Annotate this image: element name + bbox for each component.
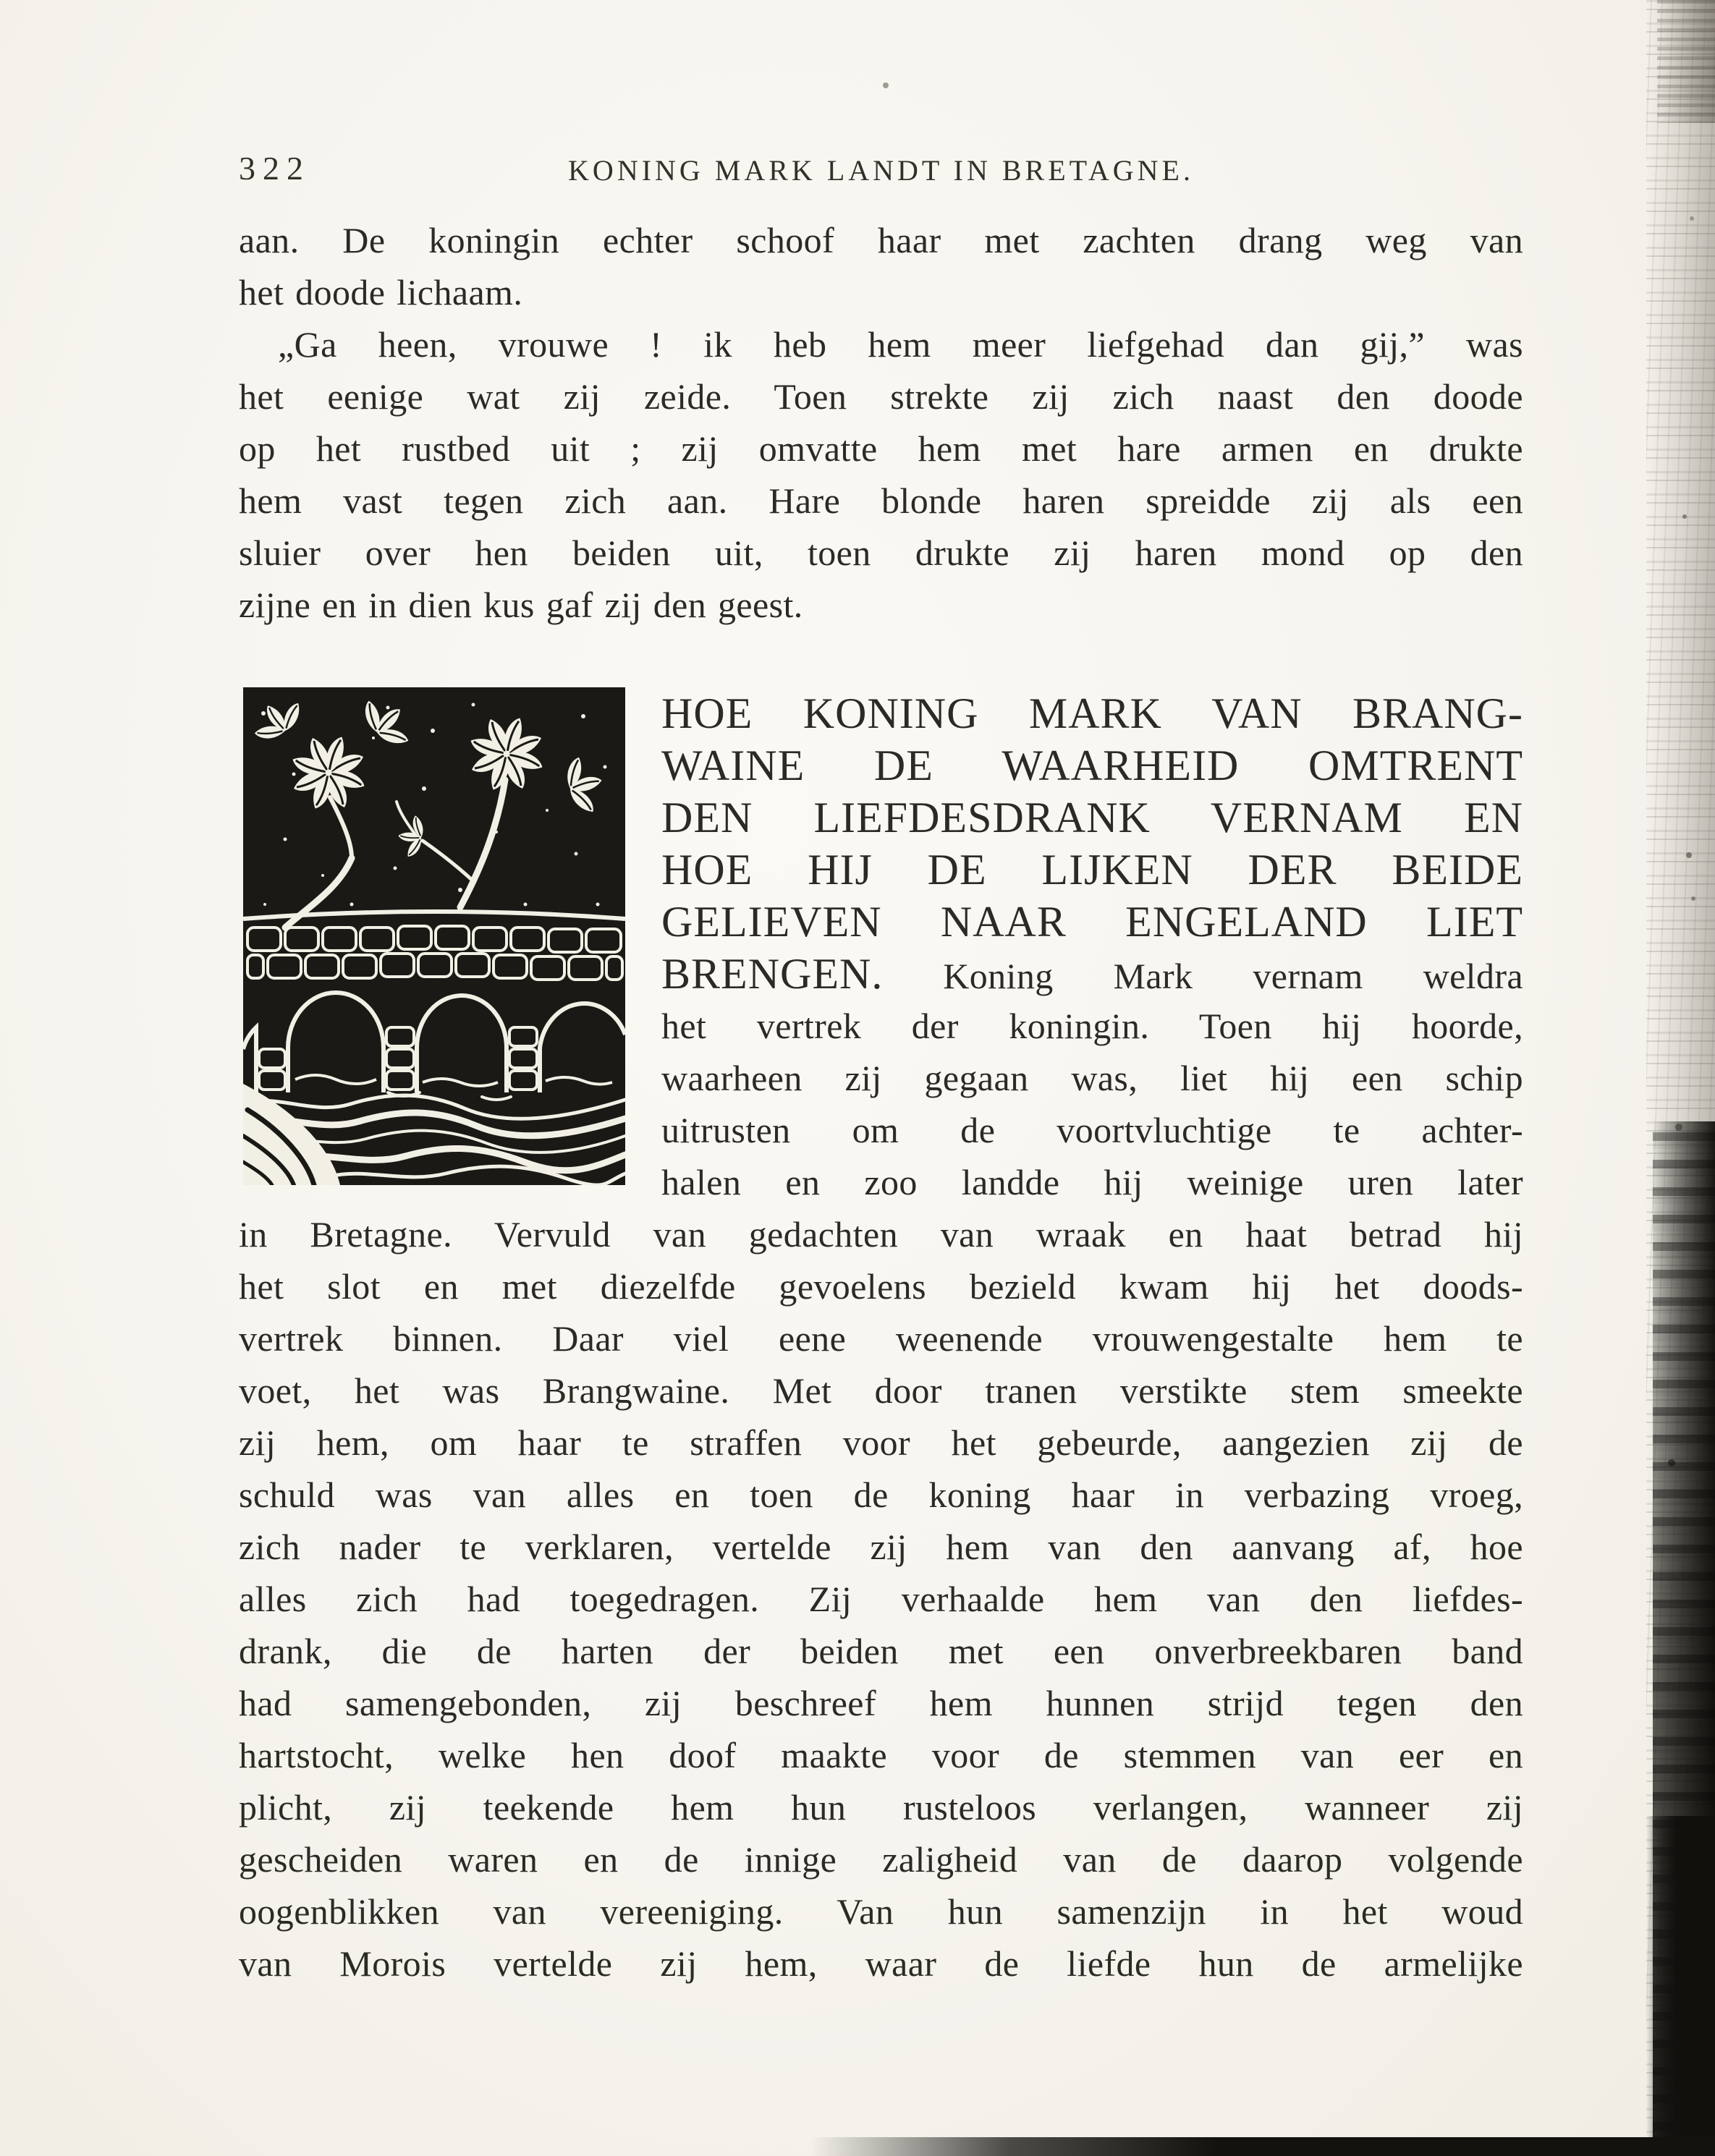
text-line: vertrek binnen. Daar viel eene weenende vrouwengestalte hem te [239,1318,1523,1359]
text-line: aan. De koningin echter schoof haar met zachten drang weg van [239,220,1523,260]
text-line: waarheen zij gegaan was, liet hij een schip [661,1058,1523,1098]
text-line: oogenblikken van vereeniging. Van hun samenzijn in het woud [239,1891,1523,1932]
scan-top-artifact [1657,0,1715,123]
text-line: van Morois vertelde zij hem, waar de liefde hun de armelijke [239,1943,1523,1984]
text-line: zij hem, om haar te straffen voor het gebeurde, aangezien zij de [239,1422,1523,1463]
text-line: gescheiden waren en de innige zaligheid van de daarop volgende [239,1839,1523,1880]
chapter-heading-line: HOE KONING MARK VAN BRANG- [661,689,1523,737]
text-line: voet, het was Brangwaine. Met door tranen verstikte stem smeekte [239,1370,1523,1411]
text-line: schuld was van alles en toen de koning haar in verbazing vroeg, [239,1474,1523,1515]
chapter-heading-line: DEN LIEFDESDRANK VERNAM EN [661,794,1523,841]
text-line: zijne en in dien kus gaf zij den geest. [239,585,803,625]
text-line: hem vast tegen zich aan. Hare blonde haren spreidde zij als een [239,480,1523,521]
text-line: alles zich had toegedragen. Zij verhaalde hem van den liefdes- [239,1579,1523,1619]
chapter-heading-end: BRENGEN. [661,950,884,998]
paragraph [239,1208,1523,1990]
chapter-start [661,687,1523,1208]
text-line: plicht, zij teekende hem hun rusteloos verlangen, wanneer zij [239,1787,1523,1828]
woodcut-bridge-illustration [243,687,625,1185]
woodcut-svg [243,687,625,1185]
text-line: in Bretagne. Vervuld van gedachten van wraak en haat betrad hij [239,1214,1523,1255]
text-line: drank, die de harten der beiden met een onverbreekbaren band [239,1631,1523,1671]
text-line: het slot en met diezelfde gevoelens bezield kwam hij het doods- [239,1266,1523,1307]
chapter-opening-text: Koning Mark vernam weldra [943,956,1523,996]
page-number: 322 [239,150,310,187]
text-line: „Ga heen, vrouwe ! ik heb hem meer liefgehad dan gij,” was [278,324,1523,365]
scan-bottom-strip-artifact [810,2137,1715,2156]
chapter-heading-line: WAINE DE WAARHEID OMTRENT [661,742,1523,789]
text-line: op het rustbed uit ; zij omvatte hem met hare armen en drukte [239,428,1523,469]
text-line: het doode lichaam. [239,272,523,313]
chapter-heading-line: HOE HIJ DE LIJKEN DER BEIDE [661,846,1523,894]
text-line: halen en zoo landde hij weinige uren later [661,1162,1523,1202]
text-line: het eenige wat zij zeide. Toen strekte zij zich naast den doode [239,376,1523,417]
chapter-heading-line: GELIEVEN NAAR ENGELAND LIET [661,898,1523,946]
paragraph [239,318,1523,631]
scan-specks-artifact [0,0,3,3]
text-line: het vertrek der koningin. Toen hij hoorde, [661,1006,1523,1046]
paragraph [239,214,1523,318]
scan-corner-artifact [1646,1816,1715,2156]
text-line: uitrusten om de voortvluchtige te achter- [661,1110,1523,1150]
text-line: zich nader te verklaren, vertelde zij hem van den aanvang af, hoe [239,1527,1523,1567]
text-line: had samengebonden, zij beschreef hem hunnen strijd tegen den [239,1683,1523,1723]
text-line: hartstocht, welke hen doof maakte voor de stemmen van eer en [239,1735,1523,1775]
running-header: KONING MARK LANDT IN BRETAGNE. [568,154,1194,187]
text-line: sluier over hen beiden uit, toen drukte zij haren mond op den [239,532,1523,573]
chapter-heading-end-line [661,948,1523,1000]
